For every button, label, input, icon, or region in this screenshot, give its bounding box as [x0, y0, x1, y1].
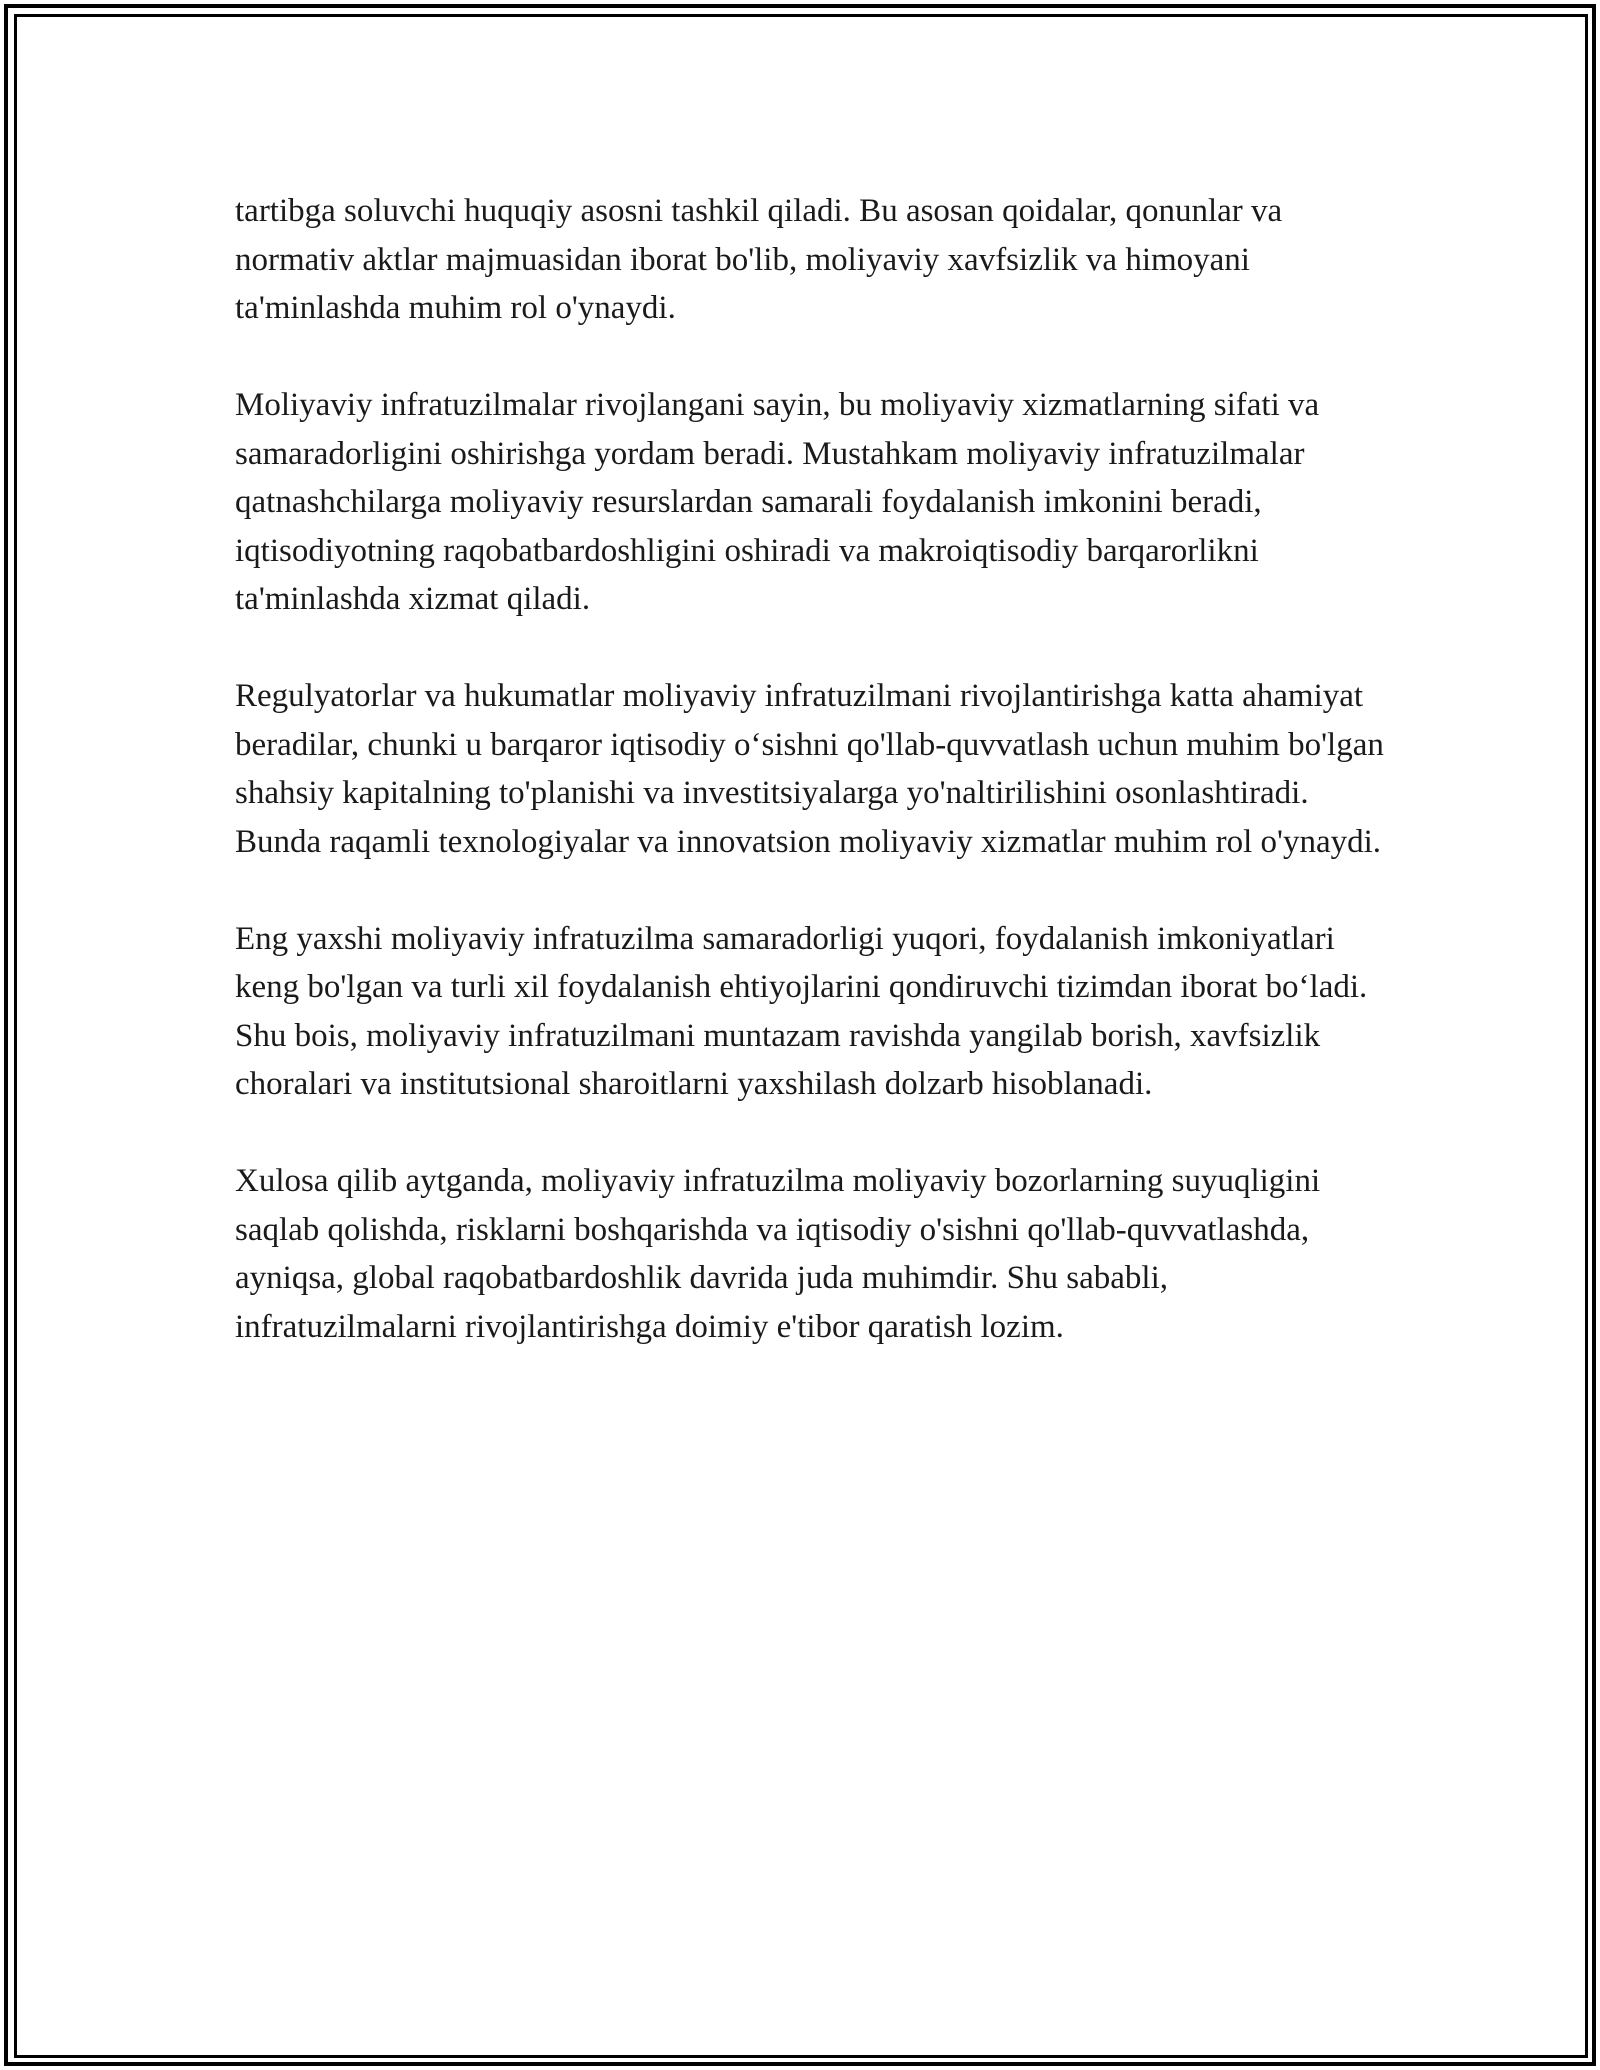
document-body — [235, 187, 1385, 1351]
paragraph-5: Xulosa qilib aytganda, moliyaviy infratuzilma moliyaviy bozorlarning suyuqligini saqlab qolishda, risklarni boshqarishda va iqtisodiy o'sishni qo'llab-quvvatlashda, ayniqsa, global raqobatbardoshlik davrida juda muhimdir. Shu sababli, infratuzilmalarni rivojlantirishga doimiy e'tibor qaratish lozim. — [235, 1163, 1321, 1345]
paragraph-3: Regulyatorlar va hukumatlar moliyaviy infratuzilmani rivojlantirishga katta ahamiyat beradilar, chunki u barqaror iqtisodiy o‘sishni qo'llab-quvvatlash uchun muhim bo'lgan shahsiy kapitalning to'planishi va investitsiyalarga yo'naltirilishini osonlashtiradi. Bunda raqamli texnologiyalar va innovatsion moliyaviy xizmatlar muhim rol o'ynaydi. — [235, 678, 1384, 860]
paragraph-2: Moliyaviy infratuzilmalar rivojlangani sayin, bu moliyaviy xizmatlarning sifati va samaradorligini oshirishga yordam beradi. Mustahkam moliyaviy infratuzilmalar qatnashchilarga moliyaviy resurslardan samarali foydalanish imkonini beradi, iqtisodiyotning raqobatbardoshligini oshiradi va makroiqtisodiy barqarorlikni ta'minlashda xizmat qiladi. — [235, 387, 1320, 617]
paragraph-4: Eng yaxshi moliyaviy infratuzilma samaradorligi yuqori, foydalanish imkoniyatlari keng bo'lgan va turli xil foydalanish ehtiyojlarini qondiruvchi tizimdan iborat bo‘ladi. Shu bois, moliyaviy infratuzilmani muntazam ravishda yangilab borish, xavfsizlik choralari va institutsional sharoitlarni yaxshilash dolzarb hisoblanadi. — [235, 920, 1368, 1102]
paragraph-1: tartibga soluvchi huquqiy asosni tashkil qiladi. Bu asosan qoidalar, qonunlar va normativ aktlar majmuasidan iborat bo'lib, moliyaviy xavfsizlik va himoyani ta'minlashda muhim rol o'ynaydi. — [235, 193, 1283, 326]
